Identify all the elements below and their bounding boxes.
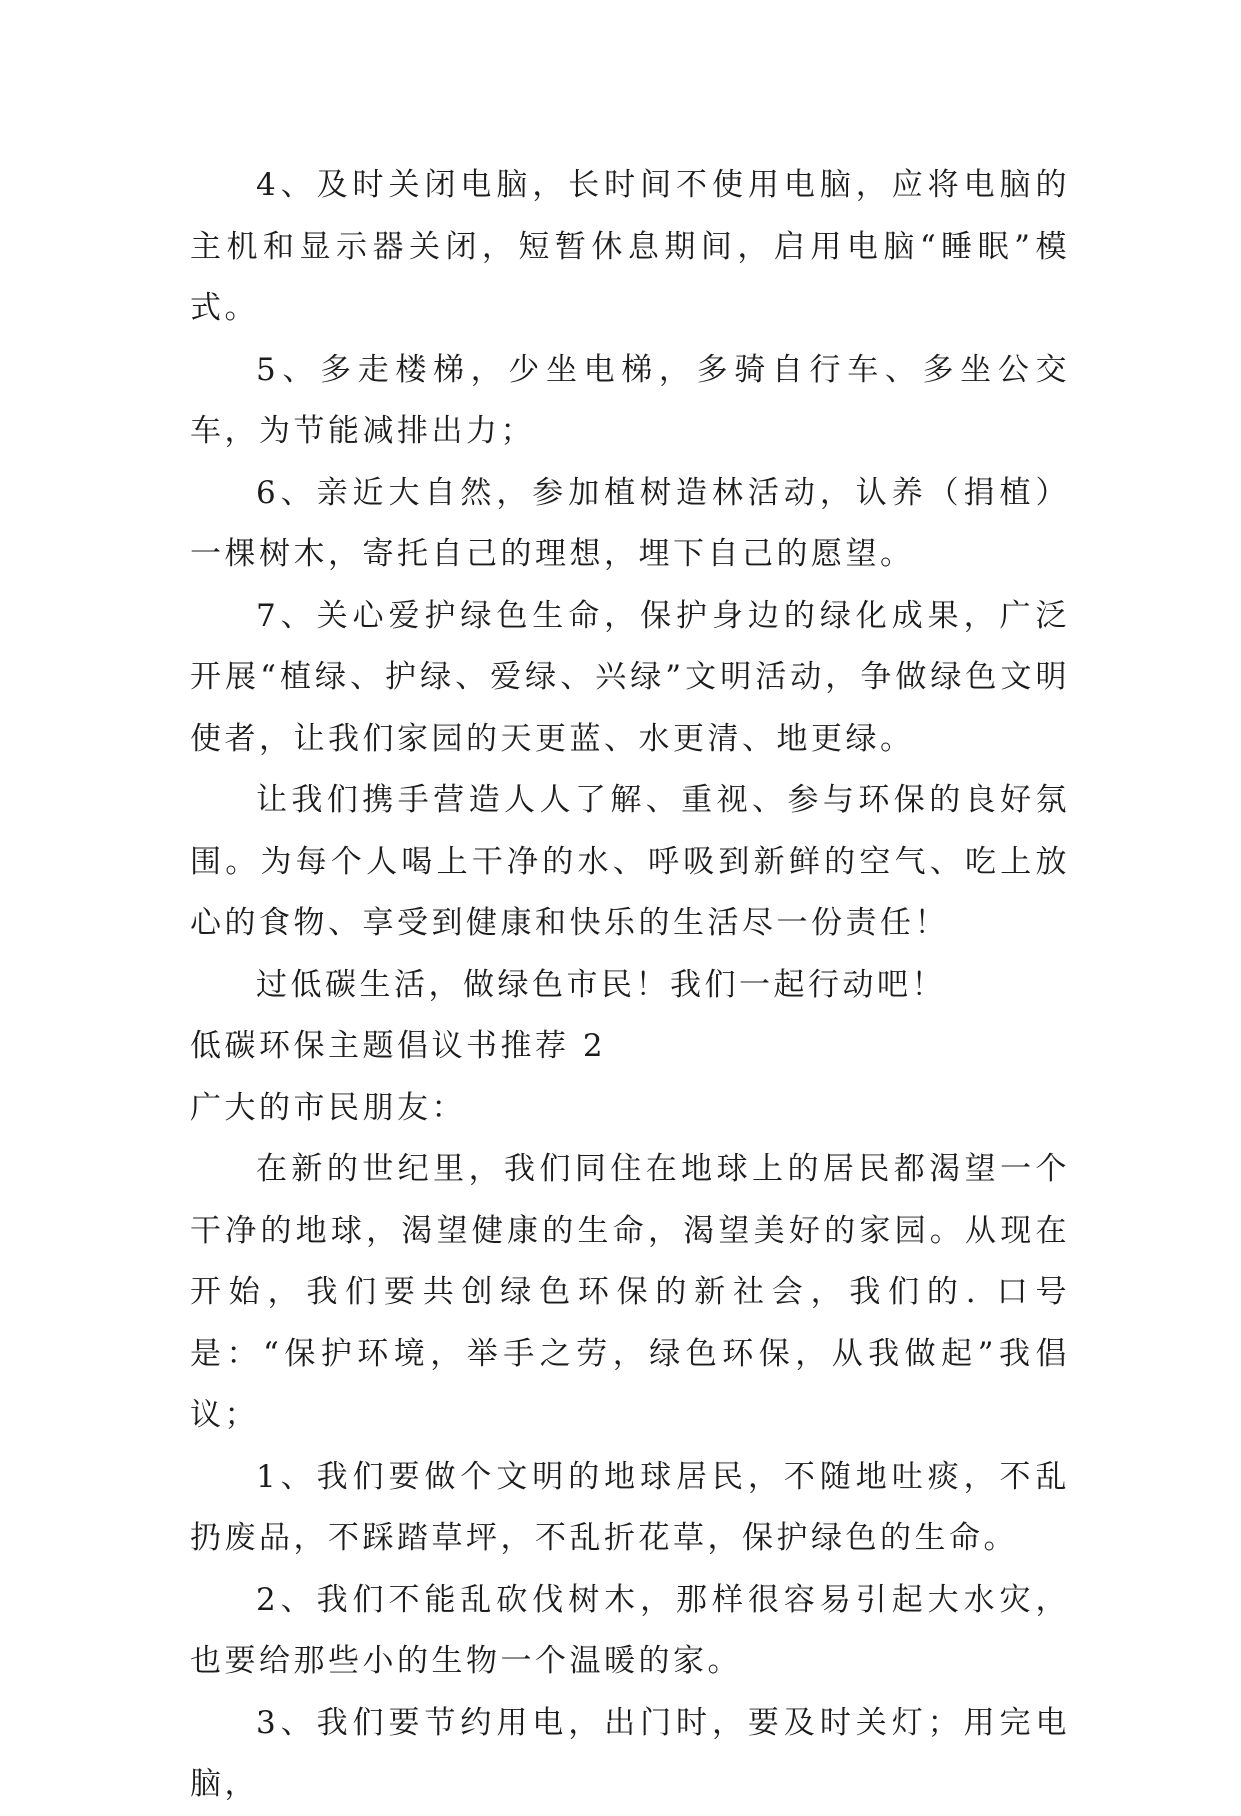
paragraph-item-4: 4、及时关闭电脑，长时间不使用电脑，应将电脑的主机和显示器关闭，短暂休息期间，启用电脑“睡眠”模式。 bbox=[190, 167, 1070, 326]
section-title: 低碳环保主题倡议书推荐 2 bbox=[190, 1028, 607, 1064]
document-body bbox=[190, 155, 1070, 1816]
paragraph-proposal-1: 1、我们要做个文明的地球居民，不随地吐痰，不乱扔废品，不踩踏草坪，不乱折花草，保护绿色的生命。 bbox=[190, 1458, 1070, 1556]
paragraph-call-to-action: 让我们携手营造人人了解、重视、参与环保的良好氛围。为每个人喝上干净的水、呼吸到新鲜的空气、吃上放心的食物、享受到健康和快乐的生活尽一份责任！ bbox=[190, 782, 1070, 941]
paragraph-item-7: 7、关心爱护绿色生命，保护身边的绿化成果，广泛开展“植绿、护绿、爱绿、兴绿”文明活动，争做绿色文明使者，让我们家园的天更蓝、水更清、地更绿。 bbox=[190, 597, 1070, 757]
salutation: 广大的市民朋友： bbox=[190, 1089, 466, 1126]
paragraph-proposal-2: 2、我们不能乱砍伐树木，那样很容易引起大水灾，也要给那些小的生物一个温暖的家。 bbox=[190, 1581, 1070, 1679]
paragraph-item-6: 6、亲近大自然，参加植树造林活动，认养（捐植）一棵树木，寄托自己的理想，埋下自己的愿望。 bbox=[190, 474, 1070, 572]
paragraph-slogan: 过低碳生活，做绿色市民！我们一起行动吧！ bbox=[256, 966, 946, 1003]
paragraph-proposal-3: 3、我们要节约用电，出门时，要及时关灯；用完电脑， bbox=[190, 1704, 1070, 1802]
paragraph-item-5: 5、多走楼梯，少坐电梯，多骑自行车、多坐公交车，为节能减排出力； bbox=[190, 351, 1070, 449]
paragraph-intro: 在新的世纪里，我们同住在地球上的居民都渴望一个干净的地球，渴望健康的生命，渴望美好的家园。从现在开始，我们要共创绿色环保的新社会，我们的. 口号是：“保护环境，举手之劳，绿色环保，从我做起”我倡议； bbox=[190, 1151, 1070, 1433]
